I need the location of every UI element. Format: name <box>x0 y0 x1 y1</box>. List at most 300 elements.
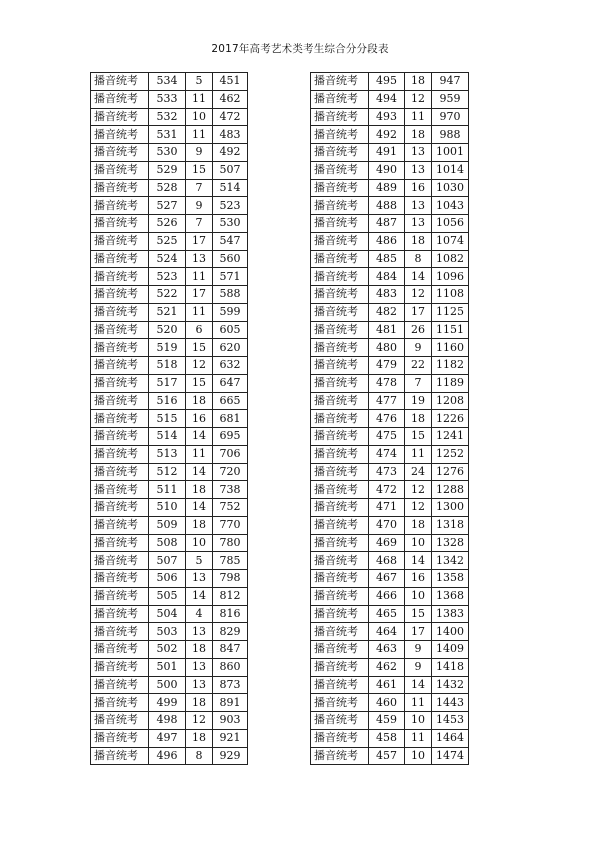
score-cell: 475 <box>369 428 405 446</box>
score-cell: 459 <box>369 712 405 730</box>
table-row <box>91 712 248 730</box>
score-cell: 499 <box>149 694 186 712</box>
table-row <box>91 463 248 481</box>
count-cell: 15 <box>405 428 432 446</box>
score-cell: 465 <box>369 605 405 623</box>
category-cell: 播音统考 <box>311 587 369 605</box>
cumulative-cell: 547 <box>213 232 248 250</box>
category-cell: 播音统考 <box>91 694 149 712</box>
table-row <box>311 499 469 517</box>
count-cell: 18 <box>186 516 213 534</box>
count-cell: 18 <box>186 641 213 659</box>
cumulative-cell: 1030 <box>432 179 469 197</box>
cumulative-cell: 770 <box>213 516 248 534</box>
cumulative-cell: 1001 <box>432 144 469 162</box>
table-row <box>91 73 248 91</box>
score-cell: 530 <box>149 144 186 162</box>
table-row <box>311 250 469 268</box>
cumulative-cell: 706 <box>213 445 248 463</box>
category-cell: 播音统考 <box>91 676 149 694</box>
table-row <box>311 428 469 446</box>
score-cell: 505 <box>149 587 186 605</box>
table-row <box>91 357 248 375</box>
table-row <box>311 729 469 747</box>
cumulative-cell: 903 <box>213 712 248 730</box>
count-cell: 12 <box>186 712 213 730</box>
count-cell: 15 <box>186 161 213 179</box>
table-row <box>91 144 248 162</box>
table-row <box>91 516 248 534</box>
cumulative-cell: 1208 <box>432 392 469 410</box>
category-cell: 播音统考 <box>311 374 369 392</box>
cumulative-cell: 738 <box>213 481 248 499</box>
count-cell: 10 <box>186 108 213 126</box>
category-cell: 播音统考 <box>311 250 369 268</box>
cumulative-cell: 1409 <box>432 641 469 659</box>
category-cell: 播音统考 <box>91 250 149 268</box>
cumulative-cell: 798 <box>213 570 248 588</box>
score-cell: 461 <box>369 676 405 694</box>
category-cell: 播音统考 <box>311 215 369 233</box>
table-row <box>311 357 469 375</box>
cumulative-cell: 1328 <box>432 534 469 552</box>
count-cell: 5 <box>186 552 213 570</box>
category-cell: 播音统考 <box>91 374 149 392</box>
table-row <box>91 215 248 233</box>
count-cell: 7 <box>186 215 213 233</box>
score-cell: 508 <box>149 534 186 552</box>
score-cell: 463 <box>369 641 405 659</box>
table-row <box>311 552 469 570</box>
cumulative-cell: 462 <box>213 90 248 108</box>
cumulative-cell: 829 <box>213 623 248 641</box>
count-cell: 10 <box>405 747 432 765</box>
score-cell: 532 <box>149 108 186 126</box>
category-cell: 播音统考 <box>311 126 369 144</box>
table-row <box>311 463 469 481</box>
score-cell: 462 <box>369 658 405 676</box>
cumulative-cell: 860 <box>213 658 248 676</box>
score-cell: 477 <box>369 392 405 410</box>
count-cell: 13 <box>186 623 213 641</box>
category-cell: 播音统考 <box>91 499 149 517</box>
category-cell: 播音统考 <box>311 729 369 747</box>
cumulative-cell: 483 <box>213 126 248 144</box>
cumulative-cell: 785 <box>213 552 248 570</box>
count-cell: 14 <box>405 268 432 286</box>
score-cell: 458 <box>369 729 405 747</box>
count-cell: 8 <box>186 747 213 765</box>
score-cell: 504 <box>149 605 186 623</box>
table-row <box>311 534 469 552</box>
cumulative-cell: 695 <box>213 428 248 446</box>
count-cell: 18 <box>186 729 213 747</box>
category-cell: 播音统考 <box>91 303 149 321</box>
score-cell: 533 <box>149 90 186 108</box>
category-cell: 播音统考 <box>311 108 369 126</box>
count-cell: 17 <box>405 303 432 321</box>
score-cell: 464 <box>369 623 405 641</box>
cumulative-cell: 1474 <box>432 747 469 765</box>
score-cell: 493 <box>369 108 405 126</box>
score-cell: 495 <box>369 73 405 91</box>
category-cell: 播音统考 <box>91 215 149 233</box>
table-row <box>311 676 469 694</box>
score-cell: 460 <box>369 694 405 712</box>
score-cell: 487 <box>369 215 405 233</box>
count-cell: 14 <box>405 676 432 694</box>
table-row <box>91 623 248 641</box>
score-cell: 468 <box>369 552 405 570</box>
cumulative-cell: 530 <box>213 215 248 233</box>
cumulative-cell: 921 <box>213 729 248 747</box>
cumulative-cell: 780 <box>213 534 248 552</box>
cumulative-cell: 1043 <box>432 197 469 215</box>
table-row <box>311 303 469 321</box>
table-row <box>311 641 469 659</box>
count-cell: 8 <box>405 250 432 268</box>
table-row <box>311 587 469 605</box>
category-cell: 播音统考 <box>311 445 369 463</box>
table-row <box>91 658 248 676</box>
count-cell: 5 <box>186 73 213 91</box>
cumulative-cell: 1189 <box>432 374 469 392</box>
count-cell: 4 <box>186 605 213 623</box>
category-cell: 播音统考 <box>91 90 149 108</box>
count-cell: 6 <box>186 321 213 339</box>
count-cell: 18 <box>186 694 213 712</box>
count-cell: 12 <box>186 357 213 375</box>
category-cell: 播音统考 <box>91 232 149 250</box>
cumulative-cell: 752 <box>213 499 248 517</box>
category-cell: 播音统考 <box>311 481 369 499</box>
cumulative-cell: 812 <box>213 587 248 605</box>
table-row <box>91 552 248 570</box>
score-cell: 506 <box>149 570 186 588</box>
table-row <box>311 179 469 197</box>
count-cell: 11 <box>186 268 213 286</box>
score-cell: 503 <box>149 623 186 641</box>
table-row <box>311 410 469 428</box>
table-row <box>91 428 248 446</box>
category-cell: 播音统考 <box>311 463 369 481</box>
cumulative-cell: 1056 <box>432 215 469 233</box>
table-row <box>91 286 248 304</box>
score-cell: 509 <box>149 516 186 534</box>
cumulative-cell: 1226 <box>432 410 469 428</box>
count-cell: 18 <box>186 481 213 499</box>
count-cell: 7 <box>186 179 213 197</box>
table-row <box>91 605 248 623</box>
table-row <box>91 108 248 126</box>
table-row <box>311 108 469 126</box>
table-row <box>91 374 248 392</box>
category-cell: 播音统考 <box>311 286 369 304</box>
table-row <box>91 410 248 428</box>
category-cell: 播音统考 <box>91 73 149 91</box>
cumulative-cell: 1252 <box>432 445 469 463</box>
table-row <box>91 90 248 108</box>
count-cell: 10 <box>186 534 213 552</box>
table-row <box>91 676 248 694</box>
category-cell: 播音统考 <box>311 303 369 321</box>
count-cell: 22 <box>405 357 432 375</box>
score-cell: 479 <box>369 357 405 375</box>
score-cell: 525 <box>149 232 186 250</box>
score-cell: 491 <box>369 144 405 162</box>
table-row <box>311 712 469 730</box>
cumulative-cell: 891 <box>213 694 248 712</box>
count-cell: 9 <box>405 339 432 357</box>
table-row <box>311 374 469 392</box>
score-cell: 480 <box>369 339 405 357</box>
score-cell: 471 <box>369 499 405 517</box>
category-cell: 播音统考 <box>91 108 149 126</box>
category-cell: 播音统考 <box>91 445 149 463</box>
category-cell: 播音统考 <box>311 321 369 339</box>
count-cell: 15 <box>186 374 213 392</box>
category-cell: 播音统考 <box>311 641 369 659</box>
cumulative-cell: 1082 <box>432 250 469 268</box>
category-cell: 播音统考 <box>91 286 149 304</box>
category-cell: 播音统考 <box>91 605 149 623</box>
table-row <box>91 392 248 410</box>
count-cell: 13 <box>186 676 213 694</box>
cumulative-cell: 1464 <box>432 729 469 747</box>
table-row <box>91 694 248 712</box>
score-cell: 489 <box>369 179 405 197</box>
score-cell: 494 <box>369 90 405 108</box>
table-row <box>311 605 469 623</box>
category-cell: 播音统考 <box>311 570 369 588</box>
cumulative-cell: 1160 <box>432 339 469 357</box>
count-cell: 9 <box>186 197 213 215</box>
score-cell: 488 <box>369 197 405 215</box>
count-cell: 10 <box>405 587 432 605</box>
score-cell: 469 <box>369 534 405 552</box>
score-cell: 476 <box>369 410 405 428</box>
cumulative-cell: 681 <box>213 410 248 428</box>
table-row <box>311 516 469 534</box>
score-cell: 486 <box>369 232 405 250</box>
score-cell: 521 <box>149 303 186 321</box>
score-table-right <box>310 72 469 765</box>
count-cell: 13 <box>405 161 432 179</box>
category-cell: 播音统考 <box>91 410 149 428</box>
score-cell: 467 <box>369 570 405 588</box>
score-cell: 496 <box>149 747 186 765</box>
count-cell: 12 <box>405 90 432 108</box>
score-cell: 513 <box>149 445 186 463</box>
count-cell: 12 <box>405 499 432 517</box>
table-row <box>91 747 248 765</box>
category-cell: 播音统考 <box>91 570 149 588</box>
score-cell: 522 <box>149 286 186 304</box>
count-cell: 9 <box>186 144 213 162</box>
category-cell: 播音统考 <box>91 197 149 215</box>
table-row <box>311 144 469 162</box>
score-cell: 516 <box>149 392 186 410</box>
cumulative-cell: 1400 <box>432 623 469 641</box>
score-cell: 534 <box>149 73 186 91</box>
count-cell: 11 <box>186 126 213 144</box>
count-cell: 14 <box>186 428 213 446</box>
score-cell: 472 <box>369 481 405 499</box>
count-cell: 15 <box>186 339 213 357</box>
count-cell: 24 <box>405 463 432 481</box>
category-cell: 播音统考 <box>311 605 369 623</box>
score-cell: 500 <box>149 676 186 694</box>
category-cell: 播音统考 <box>91 161 149 179</box>
score-cell: 484 <box>369 268 405 286</box>
table-row <box>311 90 469 108</box>
category-cell: 播音统考 <box>311 676 369 694</box>
cumulative-cell: 1418 <box>432 658 469 676</box>
category-cell: 播音统考 <box>311 623 369 641</box>
table-row <box>91 587 248 605</box>
table-row <box>311 623 469 641</box>
category-cell: 播音统考 <box>91 747 149 765</box>
count-cell: 11 <box>186 445 213 463</box>
score-cell: 520 <box>149 321 186 339</box>
count-cell: 10 <box>405 712 432 730</box>
table-row <box>311 339 469 357</box>
cumulative-cell: 523 <box>213 197 248 215</box>
score-cell: 529 <box>149 161 186 179</box>
cumulative-cell: 1368 <box>432 587 469 605</box>
cumulative-cell: 1358 <box>432 570 469 588</box>
score-cell: 501 <box>149 658 186 676</box>
category-cell: 播音统考 <box>311 73 369 91</box>
category-cell: 播音统考 <box>91 126 149 144</box>
table-row <box>91 250 248 268</box>
count-cell: 10 <box>405 534 432 552</box>
score-table-left <box>90 72 248 765</box>
category-cell: 播音统考 <box>311 268 369 286</box>
table-row <box>311 658 469 676</box>
score-cell: 519 <box>149 339 186 357</box>
cumulative-cell: 1108 <box>432 286 469 304</box>
table-row <box>311 392 469 410</box>
score-cell: 526 <box>149 215 186 233</box>
table-row <box>91 126 248 144</box>
category-cell: 播音统考 <box>91 357 149 375</box>
cumulative-cell: 1014 <box>432 161 469 179</box>
category-cell: 播音统考 <box>91 534 149 552</box>
score-cell: 517 <box>149 374 186 392</box>
table-row <box>311 481 469 499</box>
cumulative-cell: 588 <box>213 286 248 304</box>
category-cell: 播音统考 <box>311 747 369 765</box>
count-cell: 13 <box>186 250 213 268</box>
count-cell: 16 <box>405 179 432 197</box>
category-cell: 播音统考 <box>311 161 369 179</box>
cumulative-cell: 605 <box>213 321 248 339</box>
cumulative-cell: 665 <box>213 392 248 410</box>
category-cell: 播音统考 <box>311 712 369 730</box>
count-cell: 11 <box>405 694 432 712</box>
score-cell: 497 <box>149 729 186 747</box>
count-cell: 14 <box>405 552 432 570</box>
table-row <box>91 339 248 357</box>
table-row <box>311 747 469 765</box>
count-cell: 11 <box>186 303 213 321</box>
cumulative-cell: 988 <box>432 126 469 144</box>
cumulative-cell: 1182 <box>432 357 469 375</box>
cumulative-cell: 560 <box>213 250 248 268</box>
cumulative-cell: 571 <box>213 268 248 286</box>
count-cell: 7 <box>405 374 432 392</box>
cumulative-cell: 599 <box>213 303 248 321</box>
cumulative-cell: 1288 <box>432 481 469 499</box>
count-cell: 13 <box>186 658 213 676</box>
count-cell: 13 <box>405 197 432 215</box>
cumulative-cell: 816 <box>213 605 248 623</box>
category-cell: 播音统考 <box>311 516 369 534</box>
count-cell: 9 <box>405 658 432 676</box>
cumulative-cell: 1453 <box>432 712 469 730</box>
cumulative-cell: 451 <box>213 73 248 91</box>
count-cell: 12 <box>405 481 432 499</box>
category-cell: 播音统考 <box>311 197 369 215</box>
count-cell: 14 <box>186 499 213 517</box>
category-cell: 播音统考 <box>91 321 149 339</box>
cumulative-cell: 1300 <box>432 499 469 517</box>
category-cell: 播音统考 <box>91 268 149 286</box>
category-cell: 播音统考 <box>311 339 369 357</box>
score-cell: 490 <box>369 161 405 179</box>
cumulative-cell: 1443 <box>432 694 469 712</box>
category-cell: 播音统考 <box>311 428 369 446</box>
category-cell: 播音统考 <box>91 729 149 747</box>
table-row <box>91 481 248 499</box>
count-cell: 13 <box>186 570 213 588</box>
score-cell: 523 <box>149 268 186 286</box>
count-cell: 18 <box>405 126 432 144</box>
score-cell: 466 <box>369 587 405 605</box>
count-cell: 17 <box>186 232 213 250</box>
count-cell: 11 <box>405 445 432 463</box>
category-cell: 播音统考 <box>311 90 369 108</box>
score-cell: 470 <box>369 516 405 534</box>
table-row <box>91 321 248 339</box>
score-cell: 512 <box>149 463 186 481</box>
table-row <box>91 179 248 197</box>
cumulative-cell: 1342 <box>432 552 469 570</box>
category-cell: 播音统考 <box>91 658 149 676</box>
score-cell: 527 <box>149 197 186 215</box>
count-cell: 18 <box>405 73 432 91</box>
table-row <box>91 161 248 179</box>
category-cell: 播音统考 <box>311 694 369 712</box>
table-row <box>311 197 469 215</box>
score-cell: 502 <box>149 641 186 659</box>
table-row <box>91 445 248 463</box>
cumulative-cell: 959 <box>432 90 469 108</box>
page-title: 2017年高考艺术类考生综合分分段表 <box>211 43 389 55</box>
score-cell: 514 <box>149 428 186 446</box>
category-cell: 播音统考 <box>91 623 149 641</box>
category-cell: 播音统考 <box>91 481 149 499</box>
cumulative-cell: 492 <box>213 144 248 162</box>
category-cell: 播音统考 <box>91 392 149 410</box>
score-cell: 531 <box>149 126 186 144</box>
category-cell: 播音统考 <box>311 534 369 552</box>
category-cell: 播音统考 <box>91 428 149 446</box>
category-cell: 播音统考 <box>311 179 369 197</box>
table-row <box>311 73 469 91</box>
table-row <box>311 126 469 144</box>
